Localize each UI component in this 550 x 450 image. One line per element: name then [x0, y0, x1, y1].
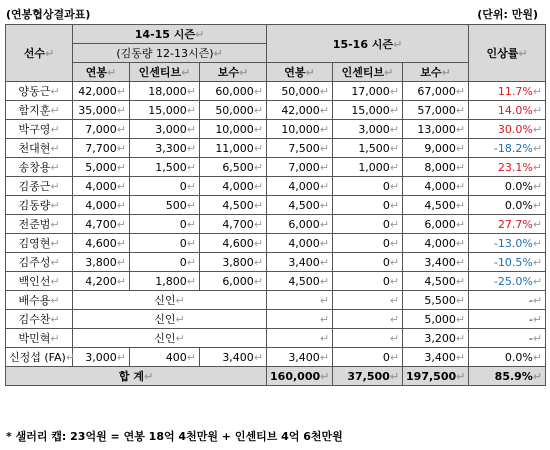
raise-rate: 23.1%↵: [469, 158, 546, 177]
player-name: 박구영↵: [6, 120, 73, 139]
value-cell: 0↵: [333, 177, 403, 196]
value-cell: 42,000↵: [267, 101, 333, 120]
value-cell: 0↵: [130, 177, 200, 196]
value-cell: 400↵: [130, 348, 200, 367]
value-cell: 42,000↵: [73, 82, 130, 101]
salary-table: [5, 24, 546, 386]
value-cell: 0↵: [333, 253, 403, 272]
header-season-1516: 15-16 시즌↵: [267, 25, 469, 63]
value-cell: 3,300↵: [130, 139, 200, 158]
player-name: 김종근↵: [6, 177, 73, 196]
player-name: 함지훈↵: [6, 101, 73, 120]
value-cell: 11,000↵: [200, 139, 267, 158]
total-label: 합 계↵: [6, 367, 267, 386]
player-name: 김수찬↵: [6, 310, 73, 329]
value-cell: 3,400↵: [200, 348, 267, 367]
value-cell: 4,200↵: [73, 272, 130, 291]
raise-rate: 0.0%↵: [469, 196, 546, 215]
player-name: 전준범↵: [6, 215, 73, 234]
value-cell: 10,000↵: [267, 120, 333, 139]
value-cell: 0↵: [333, 272, 403, 291]
table-caption: (연봉협상결과표): [6, 8, 91, 21]
value-cell: 0↵: [130, 234, 200, 253]
value-cell: 4,500↵: [200, 196, 267, 215]
value-cell: 9,000↵: [403, 139, 469, 158]
raise-rate: -13.0%↵: [469, 234, 546, 253]
table-row: [6, 139, 546, 158]
total-value: 197,500↵: [403, 367, 469, 386]
value-cell: 50,000↵: [200, 101, 267, 120]
value-cell: 4,000↵: [73, 196, 130, 215]
value-cell: 0↵: [333, 215, 403, 234]
value-cell: 4,500↵: [267, 272, 333, 291]
table-row: [6, 120, 546, 139]
header-incentive-1516: 인센티브↵: [333, 63, 403, 82]
value-cell: 35,000↵: [73, 101, 130, 120]
value-cell: 10,000↵: [200, 120, 267, 139]
value-cell: 4,600↵: [73, 234, 130, 253]
value-cell: 7,700↵: [73, 139, 130, 158]
player-name: 송창용↵: [6, 158, 73, 177]
value-cell: 3,800↵: [73, 253, 130, 272]
value-cell: 6,000↵: [267, 215, 333, 234]
value-cell: 0↵: [130, 215, 200, 234]
header-total-1516: 보수↵: [403, 63, 469, 82]
table-row: [6, 234, 546, 253]
rookie-label: 신인↵: [73, 310, 267, 329]
header-season-1415-note: (김동량 12-13시즌)↵: [73, 44, 267, 63]
empty-cell: ↵: [267, 310, 333, 329]
value-cell: 3,400↵: [267, 253, 333, 272]
header-player: 선수↵: [6, 25, 73, 82]
table-row: [6, 310, 546, 329]
value-cell: 67,000↵: [403, 82, 469, 101]
header-row-1: [6, 25, 546, 44]
value-cell: 4,000↵: [267, 234, 333, 253]
player-name: 김영현↵: [6, 234, 73, 253]
value-cell: 15,000↵: [333, 101, 403, 120]
value-cell: 3,200↵: [403, 329, 469, 348]
total-value: 160,000↵: [267, 367, 333, 386]
raise-rate: -↵: [469, 329, 546, 348]
header-salary-1516: 연봉↵: [267, 63, 333, 82]
header-row-3: [6, 63, 546, 82]
table-row: [6, 329, 546, 348]
total-value: 37,500↵: [333, 367, 403, 386]
total-row: [6, 367, 546, 386]
value-cell: 5,500↵: [403, 291, 469, 310]
table-row: [6, 82, 546, 101]
table-row: [6, 177, 546, 196]
empty-cell: ↵: [333, 291, 403, 310]
raise-rate: 11.7%↵: [469, 82, 546, 101]
value-cell: 500↵: [130, 196, 200, 215]
rookie-label: 신인↵: [73, 329, 267, 348]
table-row: [6, 158, 546, 177]
player-name: 박민혁↵: [6, 329, 73, 348]
value-cell: 3,400↵: [267, 348, 333, 367]
raise-rate: -↵: [469, 310, 546, 329]
header-raise: 인상률↵: [469, 25, 546, 82]
value-cell: 3,400↵: [403, 348, 469, 367]
value-cell: 57,000↵: [403, 101, 469, 120]
table-body: [6, 82, 546, 386]
raise-rate: 27.7%↵: [469, 215, 546, 234]
value-cell: 1,500↵: [333, 139, 403, 158]
raise-rate: 0.0%↵: [469, 177, 546, 196]
raise-rate: 0.0%↵: [469, 348, 546, 367]
value-cell: 4,700↵: [200, 215, 267, 234]
value-cell: 4,000↵: [267, 177, 333, 196]
table-row: [6, 215, 546, 234]
value-cell: 4,500↵: [267, 196, 333, 215]
table-row: [6, 196, 546, 215]
value-cell: 1,000↵: [333, 158, 403, 177]
value-cell: 5,000↵: [403, 310, 469, 329]
player-name: 신정섭 (FA)↵: [6, 348, 73, 367]
player-name: 배수용↵: [6, 291, 73, 310]
value-cell: 6,000↵: [200, 272, 267, 291]
value-cell: 60,000↵: [200, 82, 267, 101]
player-name: 김주성↵: [6, 253, 73, 272]
value-cell: 15,000↵: [130, 101, 200, 120]
value-cell: 4,000↵: [73, 177, 130, 196]
value-cell: 3,000↵: [73, 348, 130, 367]
empty-cell: ↵: [333, 329, 403, 348]
value-cell: 13,000↵: [403, 120, 469, 139]
value-cell: 7,500↵: [267, 139, 333, 158]
empty-cell: ↵: [267, 329, 333, 348]
value-cell: 1,800↵: [130, 272, 200, 291]
raise-rate: -18.2%↵: [469, 139, 546, 158]
raise-rate: -25.0%↵: [469, 272, 546, 291]
table-row: [6, 291, 546, 310]
value-cell: 0↵: [333, 348, 403, 367]
value-cell: 6,000↵: [403, 215, 469, 234]
value-cell: 5,000↵: [73, 158, 130, 177]
value-cell: 4,000↵: [200, 177, 267, 196]
raise-rate: 30.0%↵: [469, 120, 546, 139]
total-raise-rate: 85.9%↵: [469, 367, 546, 386]
raise-rate: 14.0%↵: [469, 101, 546, 120]
value-cell: 4,500↵: [403, 196, 469, 215]
header-season-1415: 14-15 시즌↵: [73, 25, 267, 44]
value-cell: 7,000↵: [267, 158, 333, 177]
value-cell: 0↵: [130, 253, 200, 272]
value-cell: 50,000↵: [267, 82, 333, 101]
header-incentive-1415: 인센티브↵: [130, 63, 200, 82]
value-cell: 1,500↵: [130, 158, 200, 177]
header-salary-1415: 연봉↵: [73, 63, 130, 82]
value-cell: 7,000↵: [73, 120, 130, 139]
player-name: 천대현↵: [6, 139, 73, 158]
value-cell: 4,500↵: [403, 272, 469, 291]
table-row: [6, 101, 546, 120]
empty-cell: ↵: [333, 310, 403, 329]
raise-rate: -10.5%↵: [469, 253, 546, 272]
unit-caption: (단위: 만원): [477, 8, 538, 21]
value-cell: 4,000↵: [403, 234, 469, 253]
empty-cell: ↵: [267, 291, 333, 310]
value-cell: 0↵: [333, 234, 403, 253]
raise-rate: -↵: [469, 291, 546, 310]
value-cell: 6,500↵: [200, 158, 267, 177]
value-cell: 18,000↵: [130, 82, 200, 101]
value-cell: 3,400↵: [403, 253, 469, 272]
value-cell: 3,000↵: [130, 120, 200, 139]
table-row: [6, 348, 546, 367]
value-cell: 3,000↵: [333, 120, 403, 139]
value-cell: 8,000↵: [403, 158, 469, 177]
value-cell: 3,800↵: [200, 253, 267, 272]
footnote: * 샐러리 캡: 23억원 = 연봉 18억 4천만원 + 인센티브 4억 6천만원: [6, 430, 343, 443]
value-cell: 17,000↵: [333, 82, 403, 101]
table-row: [6, 272, 546, 291]
value-cell: 4,000↵: [403, 177, 469, 196]
player-name: 양동근↵: [6, 82, 73, 101]
rookie-label: 신인↵: [73, 291, 267, 310]
value-cell: 4,700↵: [73, 215, 130, 234]
header-total-1415: 보수↵: [200, 63, 267, 82]
player-name: 백인선↵: [6, 272, 73, 291]
player-name: 김동량↵: [6, 196, 73, 215]
value-cell: 4,600↵: [200, 234, 267, 253]
value-cell: 0↵: [333, 196, 403, 215]
table-row: [6, 253, 546, 272]
